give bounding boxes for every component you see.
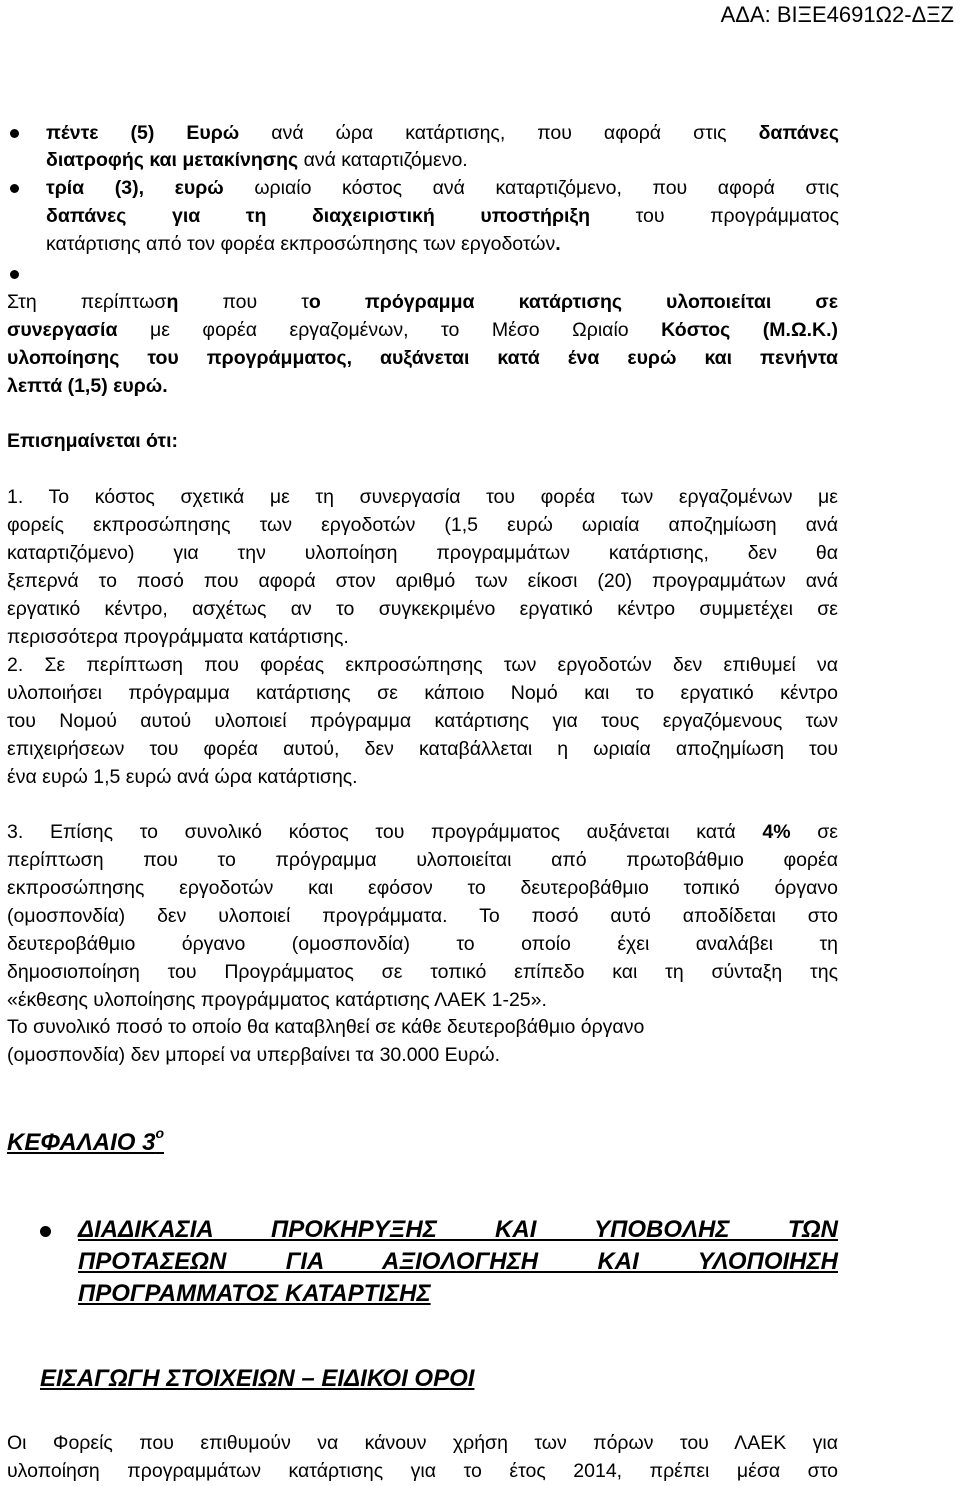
note-heading: Επισημαίνεται ότι: <box>7 430 179 452</box>
subsection-heading: ΕΙΣΑΓΩΓΗ ΣΤΟΙΧΕΙΩΝ – ΕΙΔΙΚΟΙ ΟΡΟΙ <box>40 1365 475 1392</box>
bullet-line: τρία (3), ευρώ ωριαίο κόστος ανά καταρτιζόμενο, που αφορά στις <box>46 177 839 199</box>
paragraph-line: φορείς εκπροσώπησης των εργοδοτών (1,5 ευρώ ωριαία αποζημίωση ανά <box>7 514 838 536</box>
bullet-line: διατροφής και μετακίνησης ανά καταρτιζόμενο. <box>46 149 468 171</box>
paragraph-line: Στη περίπτωση που το πρόγραμμα κατάρτισης υλοποιείται σε <box>7 291 838 313</box>
bullet-line: πέντε (5) Ευρώ ανά ώρα κατάρτισης, που αφορά στις δαπάνες <box>46 122 839 144</box>
document-id: ΑΔΑ: ΒΙΞΕ4691Ω2-ΔΞΖ <box>720 2 954 27</box>
paragraph-line: εργατικό κέντρο, ασχέτως αν το συγκεκριμένο εργατικό κέντρο συμμετέχει σε <box>7 598 838 620</box>
bullet-line: κατάρτισης από τον φορέα εκπροσώπησης των εργοδοτών. <box>46 233 561 255</box>
section-heading-line: ΠΡΟΓΡΑΜΜΑΤΟΣ ΚΑΤΑΡΤΙΣΗΣ <box>78 1280 431 1307</box>
paragraph-line: καταρτιζόμενο) για την υλοποίηση προγραμμάτων κατάρτισης, δεν θα <box>7 542 838 564</box>
paragraph-line: δημοσιοποίηση του Προγράμματος σε τοπικό επίπεδο και τη σύνταξη της <box>7 961 838 983</box>
paragraph-line: ένα ευρώ 1,5 ευρώ ανά ώρα κατάρτισης. <box>7 766 358 788</box>
paragraph-line: υλοποίηση προγραμμάτων κατάρτισης για το έτος 2014, πρέπει μέσα στο <box>7 1460 838 1482</box>
paragraph-line: υλοποίησης του προγράμματος, αυξάνεται κατά ένα ευρώ και πενήντα <box>7 347 838 369</box>
paragraph-line: επιχειρήσεων του φορέα αυτού, δεν καταβάλλεται η ωριαία αποζημίωση του <box>7 738 838 760</box>
bullet-line: δαπάνες για τη διαχειριστική υποστήριξη του προγράμματος <box>46 205 839 227</box>
paragraph-line: ξεπερνά το ποσό που αφορά στον αριθμό των είκοσι (20) προγραμμάτων ανά <box>7 570 838 592</box>
bullet-dot <box>10 184 19 193</box>
paragraph-line: συνεργασία με φορέα εργαζομένων, το Μέσο Ωριαίο Κόστος (Μ.Ω.Κ.) <box>7 319 838 341</box>
paragraph-line: περίπτωση που το πρόγραμμα υλοποιείται από πρωτοβάθμιο φορέα <box>7 849 838 871</box>
paragraph-line: του Νομού αυτού υλοποιεί πρόγραμμα κατάρτισης για τους εργαζόμενους των <box>7 710 838 732</box>
paragraph-line: Το συνολικό ποσό το οποίο θα καταβληθεί σε κάθε δευτεροβάθμιο όργανο <box>7 1016 645 1038</box>
paragraph-line: υλοποιήσει πρόγραμμα κατάρτισης σε κάποιο Νομό και το εργατικό κέντρο <box>7 682 838 704</box>
paragraph-line: 3. Επίσης το συνολικό κόστος του προγράμματος αυξάνεται κατά 4% σε <box>7 821 838 843</box>
paragraph-line: Οι Φορείς που επιθυμούν να κάνουν χρήση των πόρων του ΛΑΕΚ για <box>7 1432 838 1454</box>
section-heading-line: ΔΙΑΔΙΚΑΣΙΑ ΠΡΟΚΗΡΥΞΗΣ ΚΑΙ ΥΠΟΒΟΛΗΣ ΤΩΝ <box>78 1216 838 1243</box>
paragraph-line: «έκθεσης υλοποίησης προγράμματος κατάρτισης ΛΑΕΚ 1-25». <box>7 989 547 1011</box>
section-heading-line: ΠΡΟΤΑΣΕΩΝ ΓΙΑ ΑΞΙΟΛΟΓΗΣΗ ΚΑΙ ΥΛΟΠΟΙΗΣΗ <box>78 1248 838 1275</box>
paragraph-line: 2. Σε περίπτωση που φορέας εκπροσώπησης των εργοδοτών δεν επιθυμεί να <box>7 654 838 676</box>
bullet-dot <box>10 129 19 138</box>
paragraph-line: 1. Το κόστος σχετικά με τη συνεργασία του φορέα των εργαζομένων με <box>7 486 838 508</box>
bullet-dot <box>10 270 19 279</box>
paragraph-line: λεπτά (1,5) ευρώ. <box>7 375 168 397</box>
chapter-heading: ΚΕΦΑΛΑΙΟ $3^o$ <box>7 1125 164 1156</box>
paragraph-line: περισσότερα προγράμματα κατάρτισης. <box>7 626 349 648</box>
paragraph-line: (ομοσπονδία) δεν υλοποιεί προγράμματα. Το ποσό αυτό αποδίδεται στο <box>7 905 838 927</box>
paragraph-line: δευτεροβάθμιο όργανο (ομοσπονδία) το οποίο έχει αναλάβει τη <box>7 933 838 955</box>
bullet-dot <box>40 1226 51 1237</box>
paragraph-line: εκπροσώπησης εργοδοτών και εφόσον το δευτεροβάθμιο τοπικό όργανο <box>7 877 838 899</box>
paragraph-line: (ομοσπονδία) δεν μπορεί να υπερβαίνει τα 30.000 Ευρώ. <box>7 1044 501 1066</box>
